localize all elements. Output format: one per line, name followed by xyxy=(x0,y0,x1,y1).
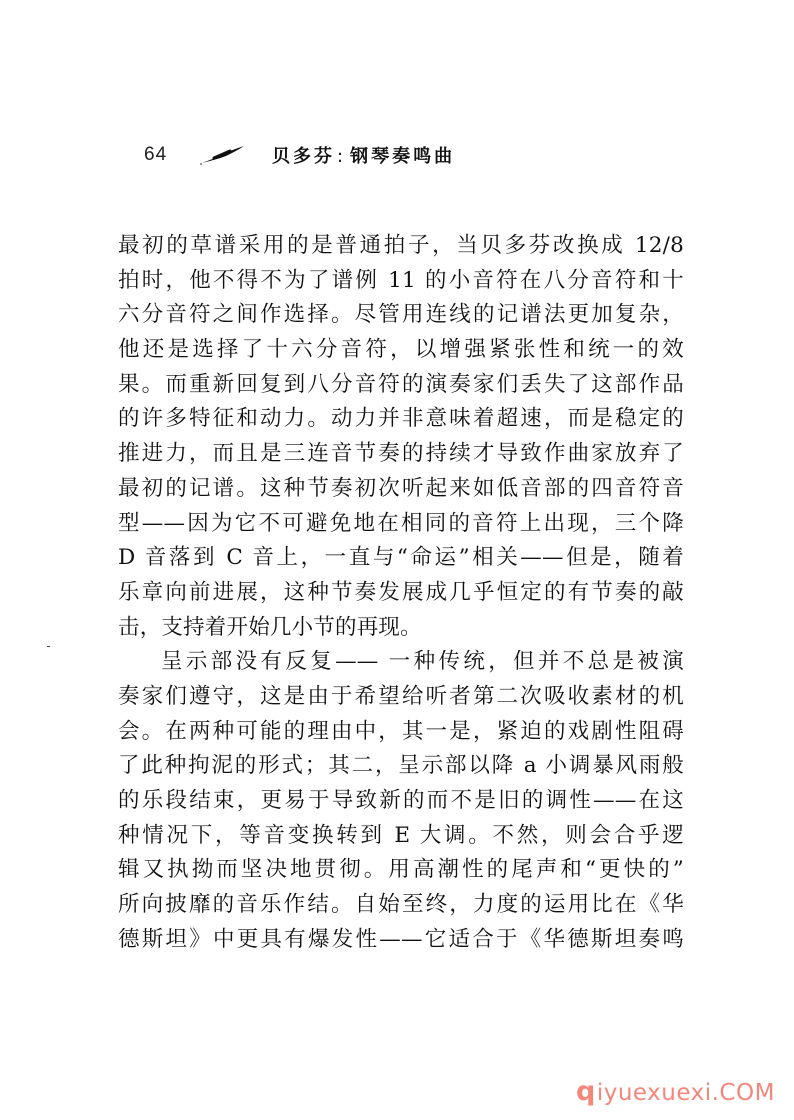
paragraph-1 xyxy=(118,229,684,645)
running-title-separator: : xyxy=(337,146,347,167)
text-line: 奏家们遵守，这是由于希望给听者第二次吸收素材的机 xyxy=(118,683,684,709)
text-line: 最初的草谱采用的是普通拍子，当贝多芬改换成 12/8 xyxy=(118,233,684,258)
watermark-text: iyuexuexi.COM xyxy=(596,1080,775,1106)
text-line: 击，支持着开始几小节的再现。 xyxy=(118,614,422,640)
text-line: 果。而重新回复到八分音符的演奏家们丢失了这部作品 xyxy=(118,371,684,397)
text-line: 呈示部没有反复—— 一种传统，但并不总是被演 xyxy=(161,649,684,675)
text-line: 会。在两种可能的理由中，其一是，紧迫的戏剧性阻碍 xyxy=(118,718,684,744)
text-line: 拍时，他不得不为了谱例 11 的小音符在八分音符和十 xyxy=(118,267,684,293)
margin-mark xyxy=(47,646,50,647)
text-line: 推进力，而且是三连音节奏的持续才导致作曲家放弃了 xyxy=(118,441,684,467)
page-header xyxy=(144,140,455,170)
text-line: 乐章向前进展，这种节奏发展成几乎恒定的有节奏的敲 xyxy=(118,579,684,605)
text-line: 他还是选择了十六分音符，以增强紧张性和统一的效 xyxy=(118,337,684,363)
text-line: 辑又执拗而坚决地贯彻。用高潮性的尾声和“更快的” xyxy=(118,857,684,883)
paragraph-2 xyxy=(118,645,684,957)
running-title-author: 贝多芬 xyxy=(272,146,335,167)
running-title-work: 钢琴奏鸣曲 xyxy=(350,146,456,167)
text-line: 所向披靡的音乐作结。自始至终，力度的运用比在《华 xyxy=(118,892,684,918)
body-text xyxy=(118,229,684,957)
text-line: 种情况下，等音变换转到 E 大调。不然，则会合乎逻 xyxy=(118,822,684,848)
text-line: 了此种拘泥的形式；其二，呈示部以降 a 小调暴风雨般 xyxy=(118,753,684,779)
text-line: D 音落到 C 音上，一直与“命运”相关——但是，随着 xyxy=(118,545,684,571)
text-line: 六分音符之间作选择。尽管用连线的记谱法更加复杂， xyxy=(118,302,684,328)
text-line: 德斯坦》中更具有爆发性——它适合于《华德斯坦奏鸣 xyxy=(118,926,684,952)
text-line: 型——因为它不可避免地在相同的音符上出现，三个降 xyxy=(118,510,684,536)
text-line: 的乐段结束，更易于导致新的而不是旧的调性——在这 xyxy=(118,788,684,813)
site-watermark xyxy=(576,1076,775,1107)
page-number: 64 xyxy=(144,144,168,165)
running-title xyxy=(272,142,455,168)
text-line: 的许多特征和动力。动力并非意味着超速，而是稳定的 xyxy=(118,406,684,432)
watermark-logo-glyph: q xyxy=(576,1076,596,1107)
quill-pen-icon xyxy=(200,145,246,165)
text-line: 最初的记谱。这种节奏初次听起来如低音部的四音符音 xyxy=(118,475,684,501)
